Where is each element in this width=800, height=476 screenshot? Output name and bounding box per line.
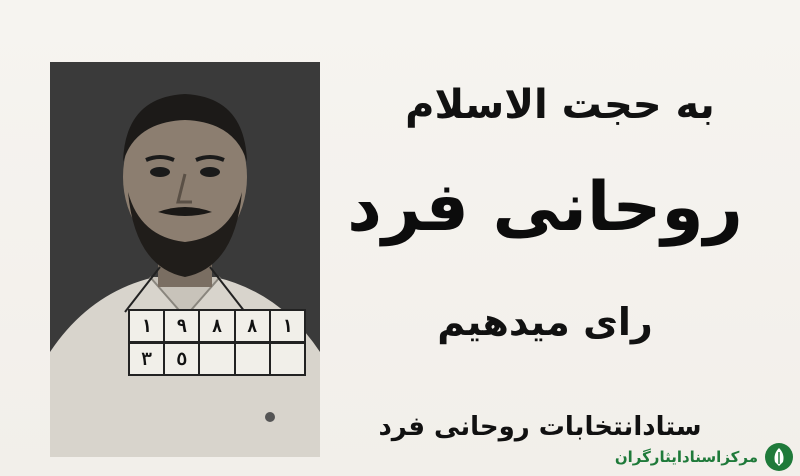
archive-watermark <box>615 442 794 472</box>
plate-digit <box>269 344 304 374</box>
plate-digit: ١ <box>269 311 304 341</box>
plate-digit: ١ <box>141 315 153 337</box>
watermark-text: مرکزاسنادایثارگران <box>614 448 758 466</box>
portrait-illustration <box>50 62 320 457</box>
plate-digit: ٣ <box>141 348 153 370</box>
candidate-name: روحانی فرد <box>347 168 743 247</box>
campaign-hq-line: ستادانتخابات روحانی فرد <box>378 412 702 442</box>
id-plate-bottom <box>128 342 306 376</box>
honorific-line: به حجت الاسلام <box>405 82 715 128</box>
plate-digit <box>234 344 269 374</box>
plate-digit: ٥ <box>163 344 198 374</box>
vote-line: رای میدهیم <box>437 300 653 344</box>
plate-digit: ٨ <box>234 311 269 341</box>
candidate-photo <box>50 62 320 457</box>
plate-digit: ٨ <box>198 311 233 341</box>
plate-digit <box>198 344 233 374</box>
tulip-logo-icon <box>764 442 794 472</box>
id-plate-top <box>128 309 306 343</box>
plate-digit: ٩ <box>163 311 198 341</box>
